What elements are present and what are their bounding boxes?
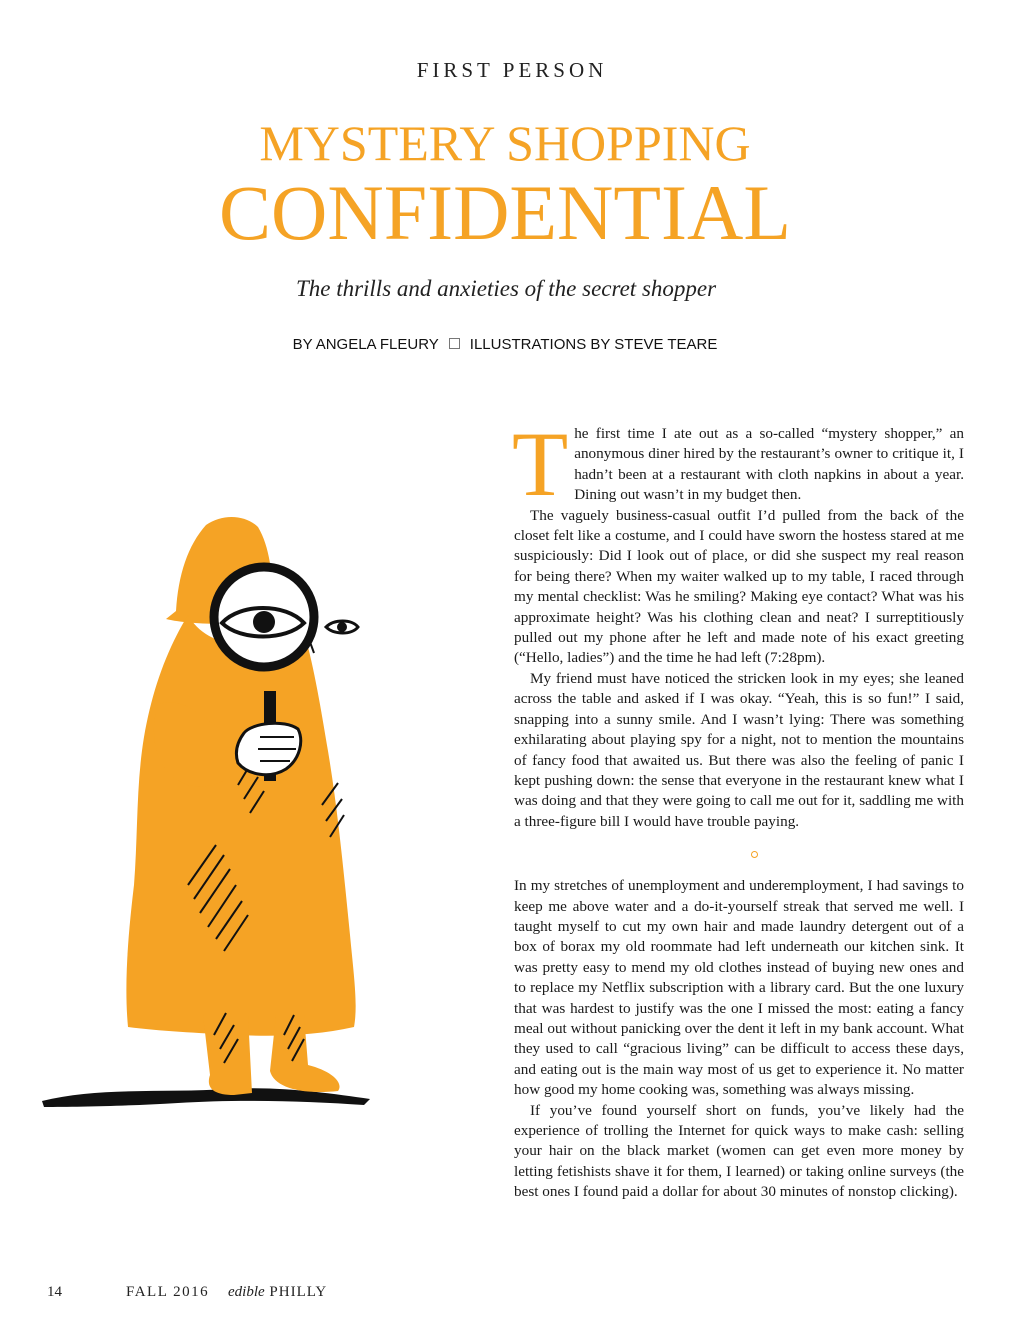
magazine-name-caps: PHILLY [269,1284,328,1300]
page-footer [0,1284,1024,1304]
dek: The thrills and anxieties of the secret shopper [295,276,717,301]
article-paragraph: In my stretches of unemployment and underemployment, I had savings to keep me above water and a do-it-yourself streak that served me well. I taught myself to cut my own hair and made laundry detergent out of a box of borax my old roommate had left underneath our kitchen sink. It was pretty easy to mend my old clothes instead of buying new ones and to replace my Netflix subscription with a library card. But the one luxury that was hardest to justify was the one I missed the most: eating a fancy meal out without panicking over the dent it left in my bank account. What they used to call “gracious living” can be difficult to access these days, and eating out is the main way most of us get to experience it. No matter how good my home cooking was, something was always missing. [514,877,964,1099]
article-paragraph: My friend must have noticed the stricken look in my eyes; she leaned across the table and asked if I was okay. “Yeah, this is so fun!” I said, snapping into a sunny smile. And I wasn’t lying: There was something exhilarating about playing spy for a night, not to mention the mountains of fancy food that awaited us. But there was also the feeling of panic I kept pushing down: the sense that everyone in the restaurant knew what I was doing and that they were going to call me out for it, saddling me with a three-figure bill I would have trouble paying. [514,669,964,830]
headline-line-1: MYSTERY SHOPPING [259,115,751,171]
article-paragraph [512,413,964,515]
drop-cap: T [512,413,569,515]
article-paragraph: The vaguely business-casual outfit I’d pulled from the back of the closet felt like a costume, and I could have sworn the hostess stared at me suspiciously: Did I look out of place, or did she suspect my real reason for being there? When my waiter walked up to my table, I raced through my mental checklist: Was he smiling? Making eye contact? What was his approximate height? Was his clothing clean and neat? I surreptitiously pulled out my phone after he left and made note of his exact greeting (“Hello, ladies”) and the time he had left (7:28pm). [514,506,964,667]
magazine-name [228,1284,327,1301]
article-paragraph: If you’ve found yourself short on funds, you’ve likely had the experience of trolling the Internet for quick ways to make cash: selling your hair on the black market (women can get even more money by letting fetishists shave it for them, I learned) or taking online surveys (the best ones I found paid a dollar for about 30 minutes of nonstop clicking). [514,1101,964,1201]
byline-illustrator: ILLUSTRATIONS BY STEVE TEARE [469,336,718,353]
section-divider-icon [514,832,964,876]
article-body [512,413,964,1203]
page-number: 14 [47,1284,62,1300]
headline-line-2: CONFIDENTIAL [219,169,791,256]
magazine-name-italic: edible [228,1284,265,1300]
detective-with-magnifying-glass-icon [38,515,373,1115]
byline-author: BY ANGELA FLEURY [292,336,439,353]
byline-separator [449,338,460,349]
byline [0,336,1010,353]
paragraph-text: he first time I ate out as a so-called “mystery shopper,” an anonymous diner hired by the restaurant’s owner to critique it, I hadn’t been at a restaurant with cloth napkins in about a year. Dining out wasn’t in my budget then. [574,425,964,504]
issue-label: FALL 2016 [126,1284,210,1300]
section-kicker: FIRST PERSON [416,58,608,82]
